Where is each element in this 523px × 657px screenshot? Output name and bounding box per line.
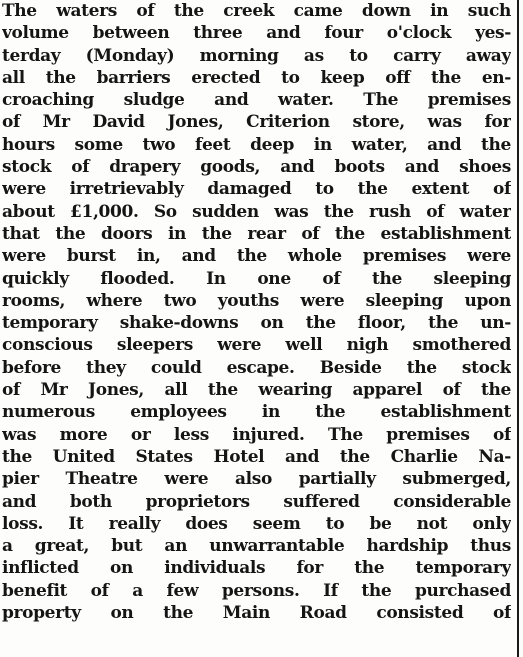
article-line: of Mr David Jones, Criterion store, was for [2, 112, 511, 133]
article-line: croaching sludge and water. The premises [2, 90, 511, 111]
article-line: loss. It really does seem to be not only [2, 513, 511, 534]
article-line: before they could escape. Beside the stock [2, 357, 511, 378]
article-line: a great, but an unwarrantable hardship thus [2, 536, 511, 557]
article-line: inflicted on individuals for the temporary [2, 558, 511, 579]
article-line: the United States Hotel and the Charlie Na- [2, 446, 511, 467]
article-line: property on the Main Road consisted of [2, 603, 511, 624]
article-line: were burst in, and the whole premises were [2, 246, 511, 267]
article-line: terday (Monday) morning as to carry away [2, 45, 511, 66]
article-line: of Mr Jones, all the wearing apparel of the [2, 380, 511, 401]
article-line: and both proprietors suffered considerable [2, 491, 511, 512]
article-line: The waters of the creek came down in such [2, 1, 511, 21]
article-line: all the barriers erected to keep off the en- [2, 67, 511, 88]
article-line: rooms, where two youths were sleeping upon [2, 290, 511, 311]
article-line: benefit of a few persons. If the purchased [2, 580, 511, 601]
article-line: conscious sleepers were well nigh smothered [2, 335, 511, 356]
article-line: temporary shake-downs on the floor, the un- [2, 313, 511, 334]
article-line: stock of drapery goods, and boots and shoes [2, 157, 511, 178]
article-line: hours some two feet deep in water, and the [2, 134, 511, 155]
article-line: quickly flooded. In one of the sleeping [2, 268, 511, 289]
article-line: volume between three and four o'clock yes- [2, 23, 511, 44]
article-line: were irretrievably damaged to the extent of [2, 179, 511, 200]
article-line: numerous employees in the establishment [2, 402, 511, 423]
column-rule [517, 0, 519, 657]
article-line: about £1,000. So sudden was the rush of water [2, 201, 511, 222]
article-line: pier Theatre were also partially submerged, [2, 469, 511, 490]
article-line: was more or less injured. The premises of [2, 424, 511, 445]
article-line: that the doors in the rear of the establishment [2, 223, 511, 244]
